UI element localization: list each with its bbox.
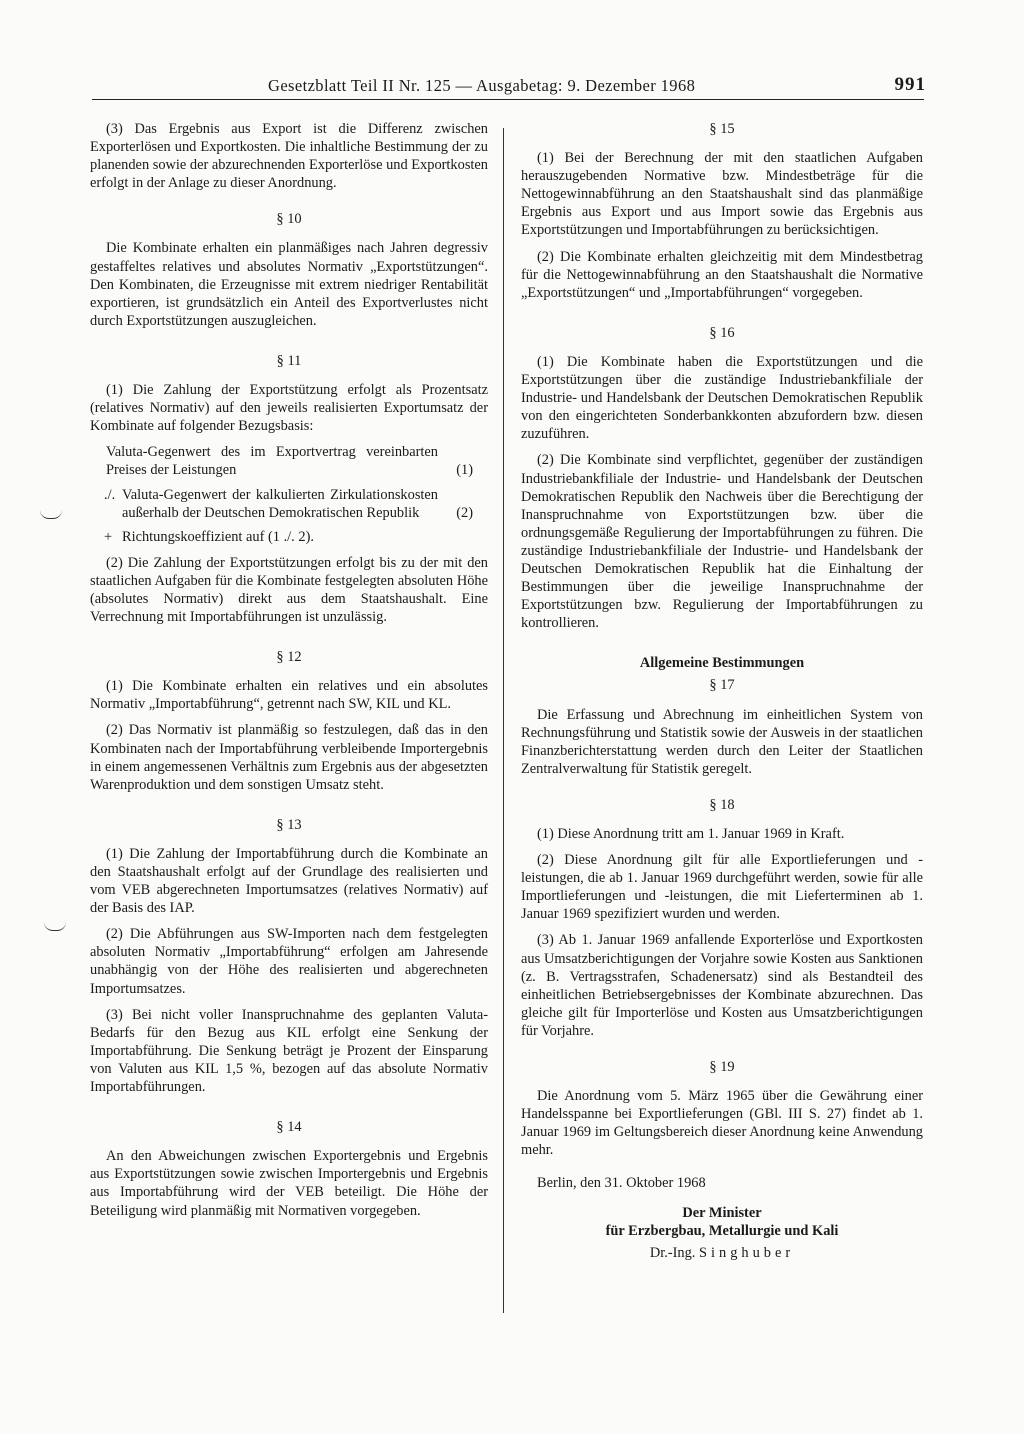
gazette-title: Gesetzblatt Teil II Nr. 125 — Ausgabetag: 9. Dezember 1968	[268, 76, 696, 95]
section-heading: § 18	[709, 796, 735, 813]
signature-block	[521, 1204, 923, 1262]
formula-marker: (2)	[456, 504, 473, 521]
signatory-title: Dr.-Ing.	[649, 1244, 696, 1261]
paragraph: (3) Bei nicht voller Inanspruchnahme des geplanten Valuta-Bedarfs für den Bezug aus KIL erfolgt eine Senkung der Importabführung. Die Senkung beträgt je Prozent der Einsparung von Valuten aus KIL 1,5 %, bezogen auf das absolute Normativ Importabführungen.	[90, 1006, 488, 1096]
general-provisions-heading: Allgemeine Bestimmungen	[639, 655, 805, 672]
formula-line	[90, 486, 488, 522]
formula-text: Valuta-Gegenwert des im Exportvertrag vereinbarten Preises der Leistungen	[106, 444, 438, 479]
formula-text: Richtungskoeffizient auf (1 ./. 2).	[122, 528, 314, 545]
column-divider	[503, 128, 504, 1313]
place-date: Berlin, den 31. Oktober 1968	[537, 1174, 706, 1191]
paragraph: (1) Bei der Berechnung der mit den staatlichen Aufgaben herauszugebenden Normative bzw. Mindestbeträge für die Nettogewinnabführung an den Staatshaushalt sind das planmäßige Ergebnis aus Export und aus Import sowie das Ergebnis aus Exportstützungen und Importabführungen zu berücksichtigen.	[521, 150, 923, 239]
paragraph: (1) Die Zahlung der Importabführung durch die Kombinate an den Staatshaushalt erfolgt auf der Grundlage des realisierten und vom VEB abgerechneten Importumsatzes (relatives Normativ) auf der Basis des IAP.	[90, 845, 488, 917]
paragraph: Die Erfassung und Abrechnung im einheitlichen System von Rechnungsführung und Statistik sowie der Ausweis in der staatlichen Finanzberichterstattung werden durch den Leiter der Staatlichen Zentralverwaltung für Statistik geregelt.	[521, 706, 923, 777]
page-number: 991	[894, 74, 926, 95]
signatory-name: Singhuber	[699, 1244, 795, 1261]
paragraph: (2) Die Kombinate sind verpflichtet, gegenüber der zuständigen Industriebankfiliale der Industrie- und Handelsbank der Deutschen Demokratischen Republik den Nachweis über die Berechtigung der Inanspruchnahme von Exportstützungen bzw. über die ordnungsgemäße Regulierung der Importabführungen zu führen. Die zuständige Industriebankfiliale der Industrie- und Handelsbank der Deutschen Demokratischen Republik hat die Einhaltung der Bestimmungen über die jeweilige Inanspruchnahme der Exportstützungen bzw. Regulierung der Importabführungen zu kontrollieren.	[521, 452, 923, 632]
signatory-ministry: für Erzbergbau, Metallurgie und Kali	[605, 1222, 839, 1239]
paragraph: (1) Diese Anordnung tritt am 1. Januar 1969 in Kraft.	[537, 826, 845, 842]
formula-line	[90, 528, 488, 546]
left-column	[90, 120, 488, 1228]
paragraph: (2) Die Abführungen aus SW-Importen nach dem festgelegten absoluten Normativ „Importabführung“ erfolgen am Jahresende unabhängig von der Höhe des realisierten und abgerechneten Importumsatzes.	[90, 926, 488, 997]
section-heading: § 17	[709, 677, 735, 694]
header-rule	[92, 99, 924, 100]
signatory-name-line	[521, 1244, 923, 1262]
plus-operator: +	[104, 528, 113, 545]
margin-mark	[40, 510, 62, 519]
formula-text: Valuta-Gegenwert der kalkulierten Zirkulationskosten außerhalb der Deutschen Demokratischen Republik	[122, 486, 438, 521]
formula-block	[90, 443, 488, 545]
paragraph: (1) Die Kombinate erhalten ein relatives und ein absolutes Normativ „Importabführung“, getrennt nach SW, KIL und KL.	[90, 678, 488, 713]
section-heading: § 14	[276, 1119, 302, 1136]
formula-line	[90, 443, 488, 479]
paragraph: (1) Die Kombinate haben die Exportstützungen und die Exportstützungen über die zuständige Industriebankfiliale der Industrie- und Handelsbank der Deutschen Demokratischen Republik von den eingerichteten Sonderbankkonten abzufordern bzw. diesen zuzuführen.	[521, 353, 923, 443]
paragraph: Die Anordnung vom 5. März 1965 über die Gewährung einer Handelsspanne bei Exportlieferungen (GBl. III S. 27) findet ab 1. Januar 1969 im Geltungsbereich dieser Anordnung keine Anwendung mehr.	[521, 1088, 923, 1159]
section-heading: § 10	[276, 211, 302, 228]
paragraph: (1) Die Zahlung der Exportstützung erfolgt als Prozentsatz (relatives Normativ) auf den jeweils realisierten Exportumsatz der Kombinate auf folgender Bezugsbasis:	[90, 382, 488, 435]
minus-operator: ./.	[104, 486, 116, 503]
section-heading: § 11	[276, 352, 302, 369]
section-heading: § 12	[276, 649, 302, 666]
paragraph: (2) Die Kombinate erhalten gleichzeitig mit dem Mindestbetrag für die Nettogewinnabführung an den Staatshaushalt die Normative „Exportstützungen“ und „Importabführungen“ vorgegeben.	[521, 248, 923, 301]
paragraph: (2) Die Zahlung der Exportstützungen erfolgt bis zu der mit den staatlichen Aufgaben für die Kombinate festgelegten absoluten Höhe (absolutes Normativ) direkt aus dem Staatshaushalt. Eine Verrechnung mit Importabführungen ist unzulässig.	[90, 554, 488, 626]
paragraph: (2) Das Normativ ist planmäßig so festzulegen, daß das in den Kombinaten nach der Importabführung verbleibende Importergebnis in einem angemessenen Verhältnis zum Ergebnis aus der abgesetzten Warenproduktion und dem sonstigen Umsatz steht.	[90, 722, 488, 793]
formula-marker: (1)	[456, 462, 473, 479]
section-heading: § 19	[709, 1059, 735, 1076]
paragraph: (2) Diese Anordnung gilt für alle Exportlieferungen und -leistungen, die ab 1. Januar 1969 durchgeführt werden, sowie für alle Importlieferungen und -leistungen, die mit Lieferterminen ab 1. Januar 1969 spezifiziert wurden und werden.	[521, 852, 923, 923]
margin-mark	[44, 922, 66, 931]
paragraph: (3) Ab 1. Januar 1969 anfallende Exporterlöse und Exportkosten aus Umsatzberichtigungen der Vorjahre sowie Kosten aus Sanktionen (z. B. Vertragsstrafen, Schadenersatz) sind als Bestandteil des einheitlichen Betriebsergebnisses der Kombinate abzurechnen. Das gleiche gilt für Importerlöse und Kosten aus Umsatzberichtigungen für Vorjahre.	[521, 932, 923, 1039]
signatory-office: Der Minister	[682, 1204, 762, 1221]
section-heading: § 13	[276, 816, 302, 833]
paragraph: An den Abweichungen zwischen Exportergebnis und Ergebnis aus Exportstützungen sowie zwischen Importergebnis und Ergebnis aus Importabführung wird der VEB beteiligt. Die Höhe der Beteiligung wird planmäßig mit Normativen vorgegeben.	[90, 1148, 488, 1219]
paragraph: Die Kombinate erhalten ein planmäßiges nach Jahren degressiv gestaffeltes relatives und absolutes Normativ „Exportstützungen“. Den Kombinaten, die Erzeugnisse mit extrem niedriger Rentabilität exportieren, ist grundsätzlich ein Anteil des Exportverlustes nicht durch Exportstützungen auszugleichen.	[90, 240, 488, 329]
section-heading: § 16	[709, 324, 735, 341]
paragraph: (3) Das Ergebnis aus Export ist die Differenz zwischen Exporterlösen und Exportkosten. Die inhaltliche Bestimmung der zu planenden sowie der abzurechnenden Exporterlöse und Exportkosten erfolgt in der Anlage zu dieser Anordnung.	[90, 121, 489, 192]
section-heading: § 15	[709, 121, 735, 137]
page-header	[92, 74, 926, 98]
right-column	[521, 120, 923, 1262]
